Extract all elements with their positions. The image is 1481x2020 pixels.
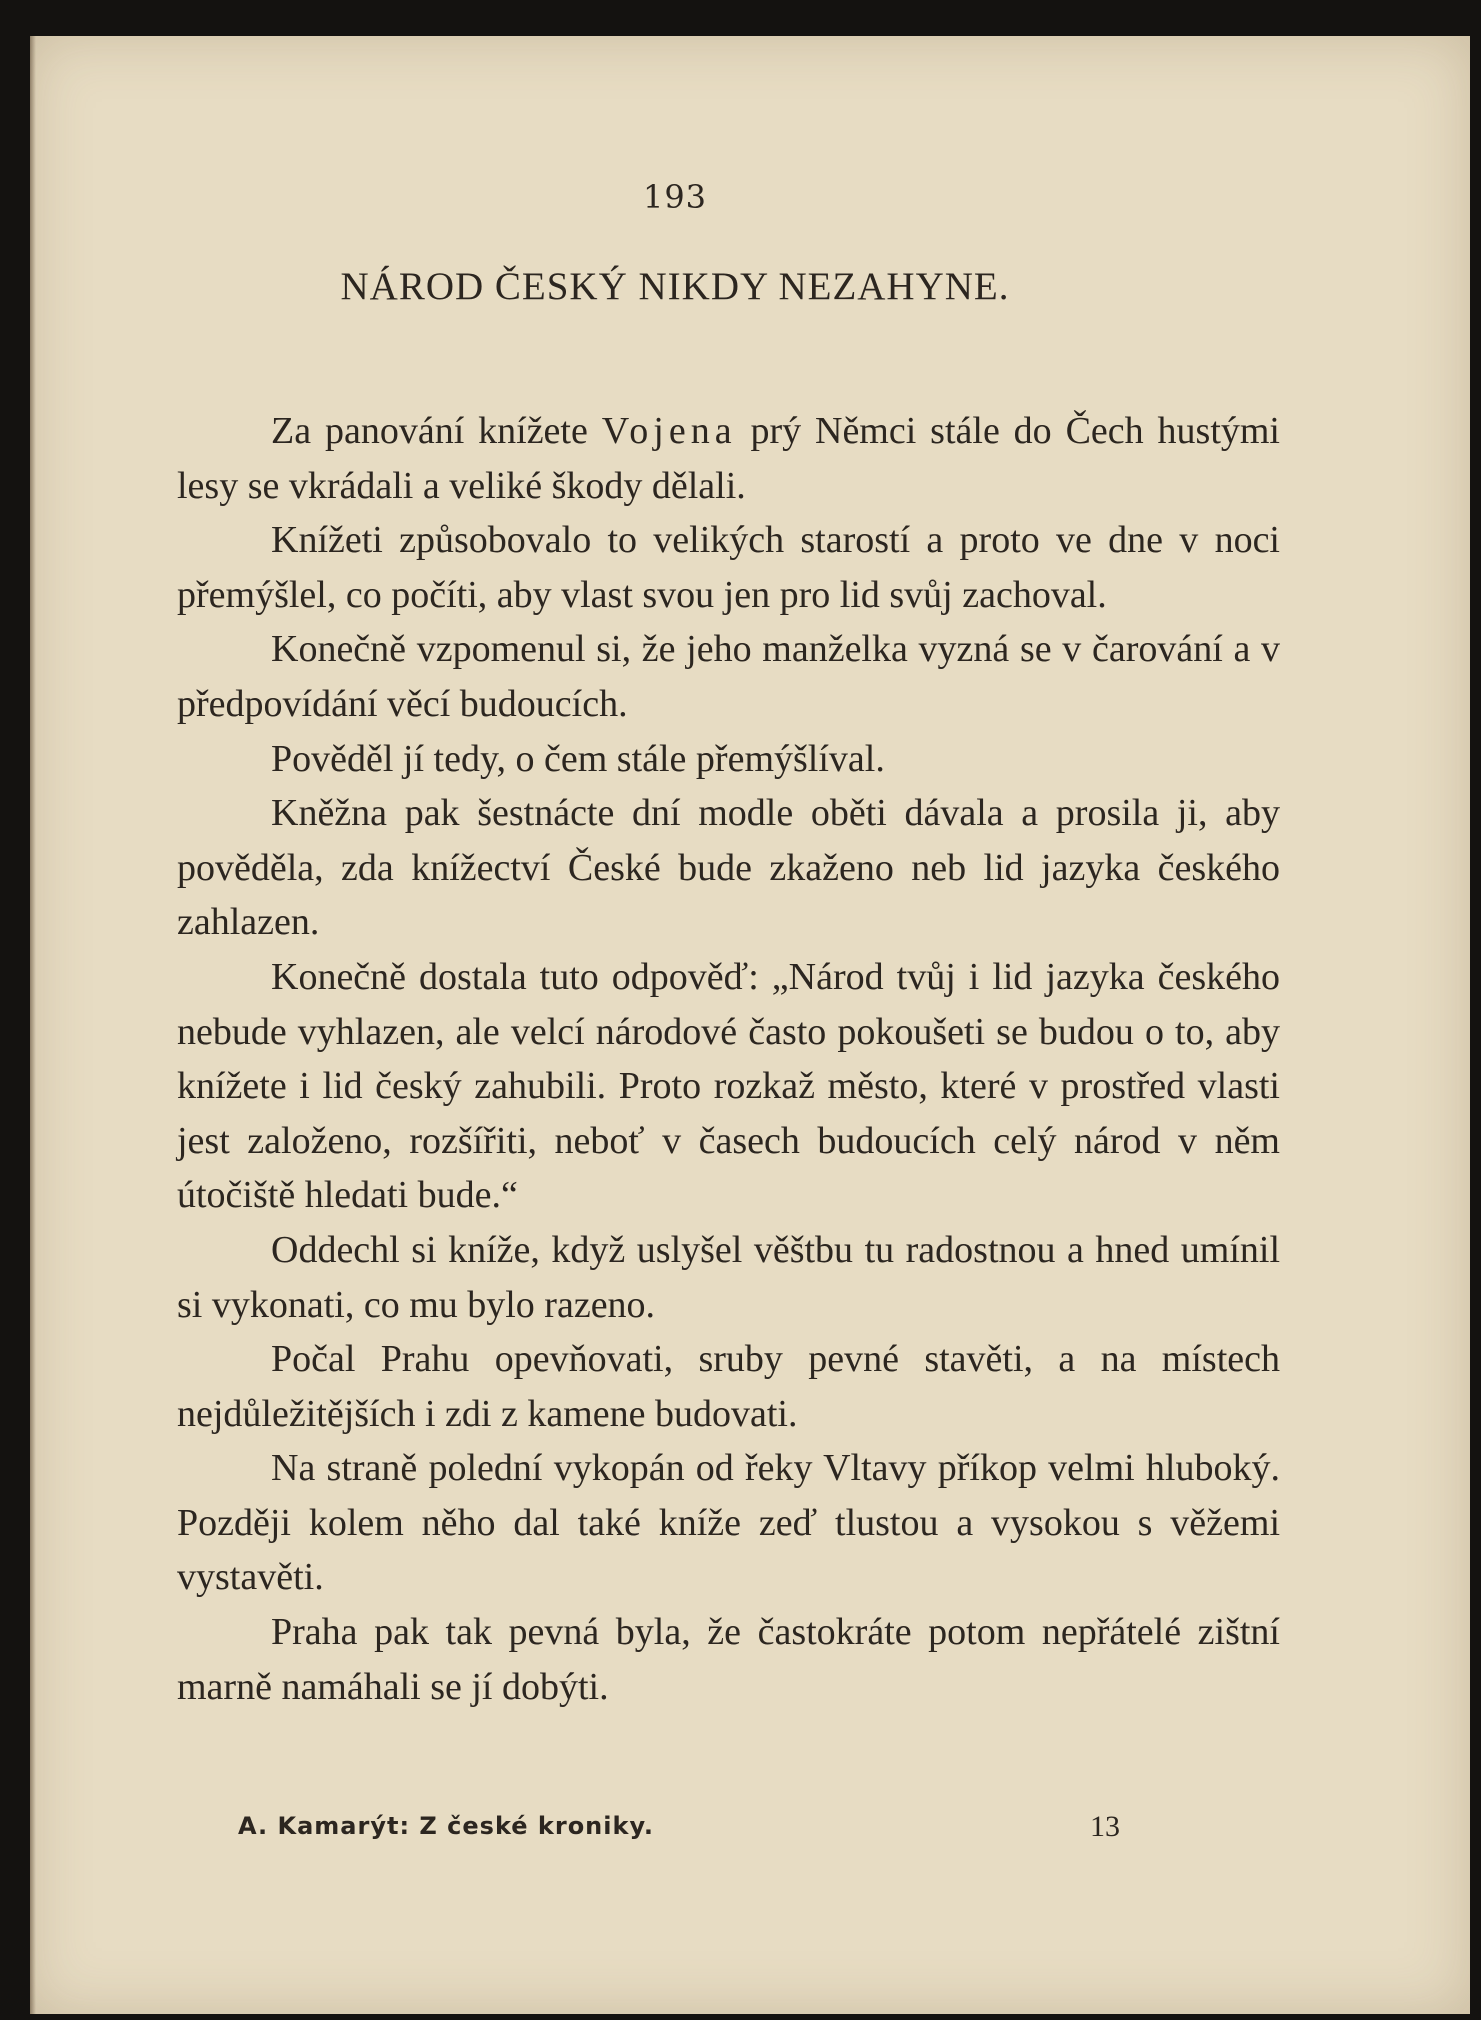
paragraph-1 [177, 404, 1280, 513]
paragraph-1-rest: prý Němci stále do Čech hustými lesy se vkrádali a veliké škody dělali. [177, 410, 1280, 507]
paragraph-6: Konečně dostala tuto odpověď: „Národ tvůj i lid jazyka českého nebude vyhlazen, ale velcí národové často pokoušeti se budou o to, aby knížete i lid český zahubili. Proto rozkaž město, které v prostřed vlasti jest založeno, rozšířiti, neboť v časech budoucích celý národ v něm útočiště hledati bude.“ [177, 955, 1280, 1217]
page-edge-shadow [30, 36, 36, 2014]
paragraph-10: Praha pak tak pevná byla, že častokráte potom nepřátelé zištní marně namáhali se jí dobýti. [177, 1611, 1280, 1708]
chapter-title: NÁROD ČESKÝ NIKDY NEZAHYNE. [340, 265, 1010, 308]
sheet-number: 13 [1090, 1810, 1120, 1843]
paragraph-4: Pověděl jí tedy, o čem stále přemýšlíval. [271, 737, 885, 780]
paragraph-1-start: Za panování knížete [271, 410, 602, 452]
paragraph-8: Počal Prahu opevňovati, sruby pevné stavěti, a na místech nejdůležitějších i zdi z kamene budovati. [177, 1338, 1280, 1435]
page-footer [30, 1812, 1470, 1852]
book-page [30, 36, 1470, 2014]
signature-line: A. Kamarýt: Z české kroniky. [238, 1812, 655, 1840]
page-number: 193 [642, 178, 708, 216]
spaced-name-vojena: Vojena [601, 410, 737, 452]
paragraph-3: Konečně vzpomenul si, že jeho manželka vyzná se v čarování a v předpovídání věcí budoucích. [177, 628, 1280, 725]
paragraph-2: Knížeti způsobovalo to velikých starostí a proto ve dne v noci přemýšlel, co počíti, aby vlast svou jen pro lid svůj zachoval. [177, 519, 1280, 616]
paragraph-5: Kněžna pak šestnácte dní modle oběti dávala a prosila ji, aby pověděla, zda knížectví České bude zkaženo neb lid jazyka českého zahlazen. [177, 792, 1280, 944]
paragraph-7: Oddechl si kníže, když uslyšel věštbu tu radostnou a hned umínil si vykonati, co mu bylo razeno. [177, 1228, 1280, 1326]
paragraph-9: Na straně polední vykopán od řeky Vltavy příkop velmi hluboký. Později kolem něho dal také kníže zeď tlustou a vysokou s věžemi vystavěti. [177, 1447, 1280, 1599]
body-text [177, 404, 1280, 1714]
